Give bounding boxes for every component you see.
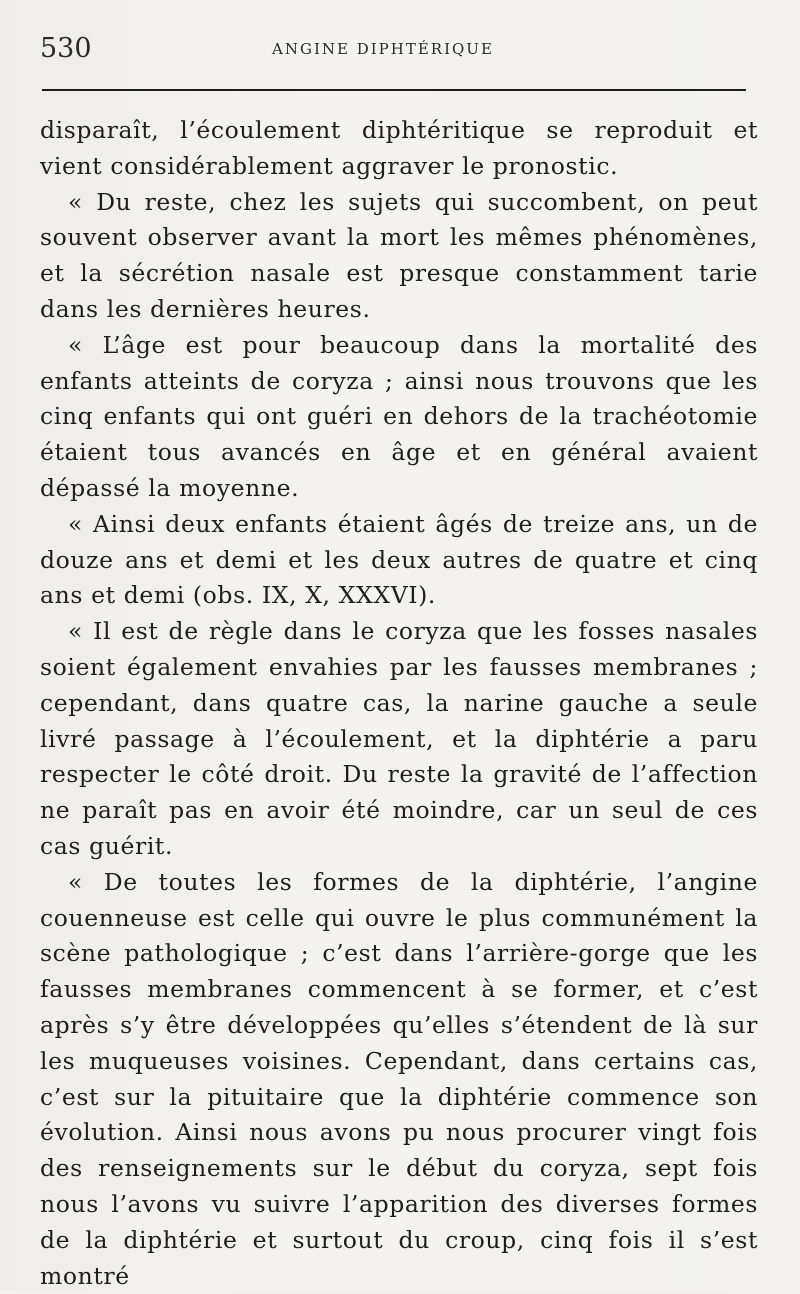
paragraph: « Il est de règle dans le coryza que les fosses nasales soient également envahies par les fausses membranes ; cependant, dans quatre cas, la narine gauche a seule livré passage à l’écoulement, et la diphtérie a paru respecter le côté droit. Du reste la gravité de l’affection ne paraît pas en avoir été moindre, car un seul de ces cas guérit.	[40, 617, 758, 860]
paragraph: « De toutes les formes de la diphtérie, l’angine couenneuse est celle qui ouvre le plus communément la scène pathologique ; c’est dans l’arrière-gorge que les fausses membranes commencent à se former, et c’est après s’y être développées qu’elles s’étendent de là sur les muqueuses voisines. Cependant, dans certains cas, c’est sur la pituitaire que la diphtérie commence son évolution. Ainsi nous avons pu nous procurer vingt fois des renseignements sur le début du coryza, sept fois nous l’avons vu suivre l’apparition des diverses formes de la diphtérie et surtout du croup, cinq fois il s’est montré	[40, 867, 758, 1290]
running-title: ANGINE DIPHTÉRIQUE	[272, 40, 494, 58]
header-rule	[42, 89, 746, 91]
paragraph: « Ainsi deux enfants étaient âgés de treize ans, un de douze ans et demi et les deux autres de quatre et cinq ans et demi (obs. IX, X, XXXVI).	[40, 509, 758, 610]
paragraph-continued: disparaît, l’écoulement diphtéritique se reproduit et vient considérablement aggraver le pronostic.	[40, 116, 758, 180]
paragraph: « Du reste, chez les sujets qui succombent, on peut souvent observer avant la mort les mêmes phénomènes, et la sécrétion nasale est presque constamment tarie dans les dernières heures.	[40, 187, 758, 323]
paragraph: « L’âge est pour beaucoup dans la mortalité des enfants atteints de coryza ; ainsi nous trouvons que les cinq enfants qui ont guéri en dehors de la trachéotomie étaient tous avancés en âge et en général avaient dépassé la moyenne.	[40, 330, 758, 502]
page-number: 530	[40, 33, 92, 64]
body-text	[40, 113, 758, 1294]
